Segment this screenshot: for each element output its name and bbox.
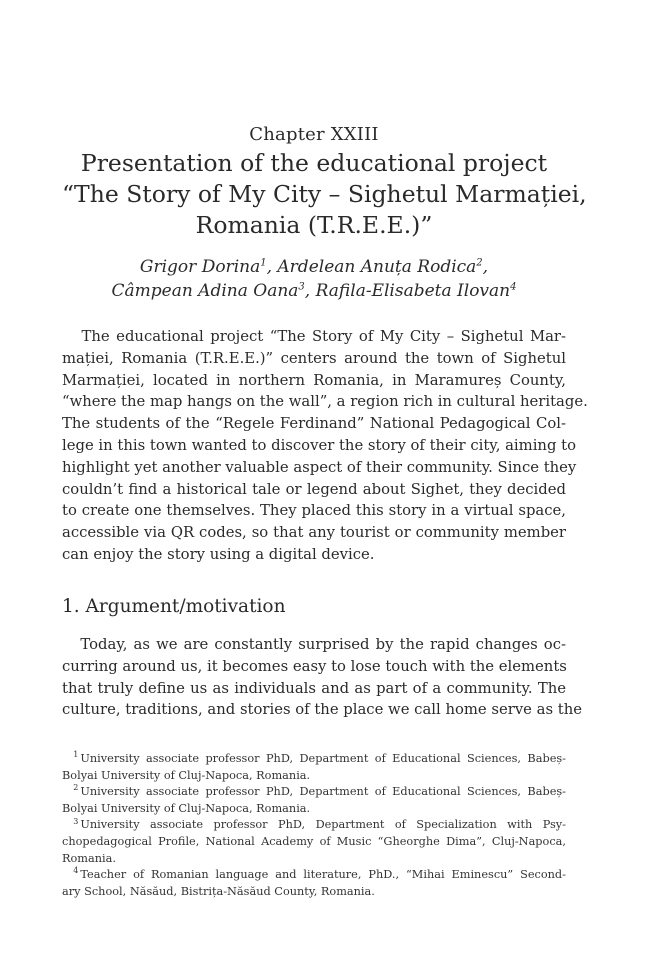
footnote-line: Bolyai University of Cluj-Napoca, Romania. [62,801,311,815]
text-line: can enjoy the story using a digital device. [62,545,375,563]
footnote-ref[interactable]: 2 [476,257,483,269]
section-heading: 1. Argument/motivation [62,596,286,617]
footnote-number: 2 [73,783,79,793]
text-line: couldn’t find a historical tale or legend about Sighet, they decided [62,480,566,498]
title-line: Presentation of the educational project [80,149,548,177]
author-name: Grigor Dorina [139,257,261,277]
text-line: mației, Romania (T.R.E.E.)” centers around the town of Sighetul [62,349,566,367]
text-line: culture, traditions, and stories of the place we call home serve as the [62,701,582,719]
footnote-number: 3 [73,816,79,826]
footnote [62,784,566,817]
footnote-line: ary School, Năsăud, Bistrița-Năsăud County, Romania. [62,884,375,898]
text-line: highlight yet another valuable aspect of their community. Since they [62,458,577,476]
text-line: lege in this town wanted to discover the story of their city, aiming to [62,436,576,454]
footnote-ref[interactable]: 4 [510,281,517,293]
footnote-text: University associate professor PhD, Department of Educational Sciences, Babeș- [80,752,566,765]
text-line: to create one themselves. They placed this story in a virtual space, [62,502,566,520]
footnote [62,817,566,867]
footnote-text: University associate professor PhD, Department of Specialization with Psy- [80,818,566,832]
footnote-text: University associate professor PhD, Department of Educational Sciences, Babeș- [80,785,566,799]
abstract-paragraph [62,326,588,566]
footnote [62,751,566,784]
chapter-label: Chapter XXIII [249,124,379,145]
footnote-line [62,751,566,768]
footnote-line [62,784,566,801]
footnote [62,867,566,900]
text-line: The educational project “The Story of My City – Sighetul Mar- [62,328,566,345]
text-line: The students of the “Regele Ferdinand” National Pedagogical Col- [62,415,566,433]
footnote-line: chopedagogical Profile, National Academy of Music “Gheorghe Dima”, Cluj-Napoca, [62,834,566,848]
chapter-title [62,148,587,241]
footnote-line: Bolyai University of Cluj-Napoca, Romania. [62,768,311,782]
author-separator: , [304,281,316,301]
section-paragraph [62,634,582,721]
footnote-ref[interactable]: 1 [260,257,267,269]
text-line: accessible via QR codes, so that any tourist or community member [62,524,566,542]
text-line: curring around us, it becomes easy to lose touch with the elements [62,657,567,675]
author-separator: , [266,257,278,277]
author-line [62,255,566,279]
author-name: Câmpean Adina Oana [111,281,299,301]
text-line: Marmației, located in northern Romania, in Maramureș County, [62,371,566,389]
footnote-line: Romania. [62,851,116,865]
footnote-number: 4 [73,866,79,876]
footnote-text: Teacher of Romanian language and literature, PhD., “Mihai Eminescu” Second- [80,868,566,882]
footnote-line [62,817,566,834]
text-line: that truly define us as individuals and as part of a community. The [62,679,566,697]
footnote-line [62,867,566,884]
title-line: “The Story of My City – Sighetul Marmației, [62,180,587,208]
author-list [62,255,566,303]
author-separator: , [482,257,489,277]
author-name: Rafila-Elisabeta Ilovan [315,281,511,301]
footnotes [62,751,566,900]
author-name: Ardelean Anuța Rodica [277,257,477,277]
text-line: “where the map hangs on the wall”, a region rich in cultural heritage. [62,393,588,411]
title-line: Romania (T.R.E.E.)” [195,211,433,239]
text-line: Today, as we are constantly surprised by the rapid changes oc- [62,636,566,653]
footnote-ref[interactable]: 3 [298,281,305,293]
author-line [62,279,566,303]
footnote-number: 1 [73,750,79,760]
